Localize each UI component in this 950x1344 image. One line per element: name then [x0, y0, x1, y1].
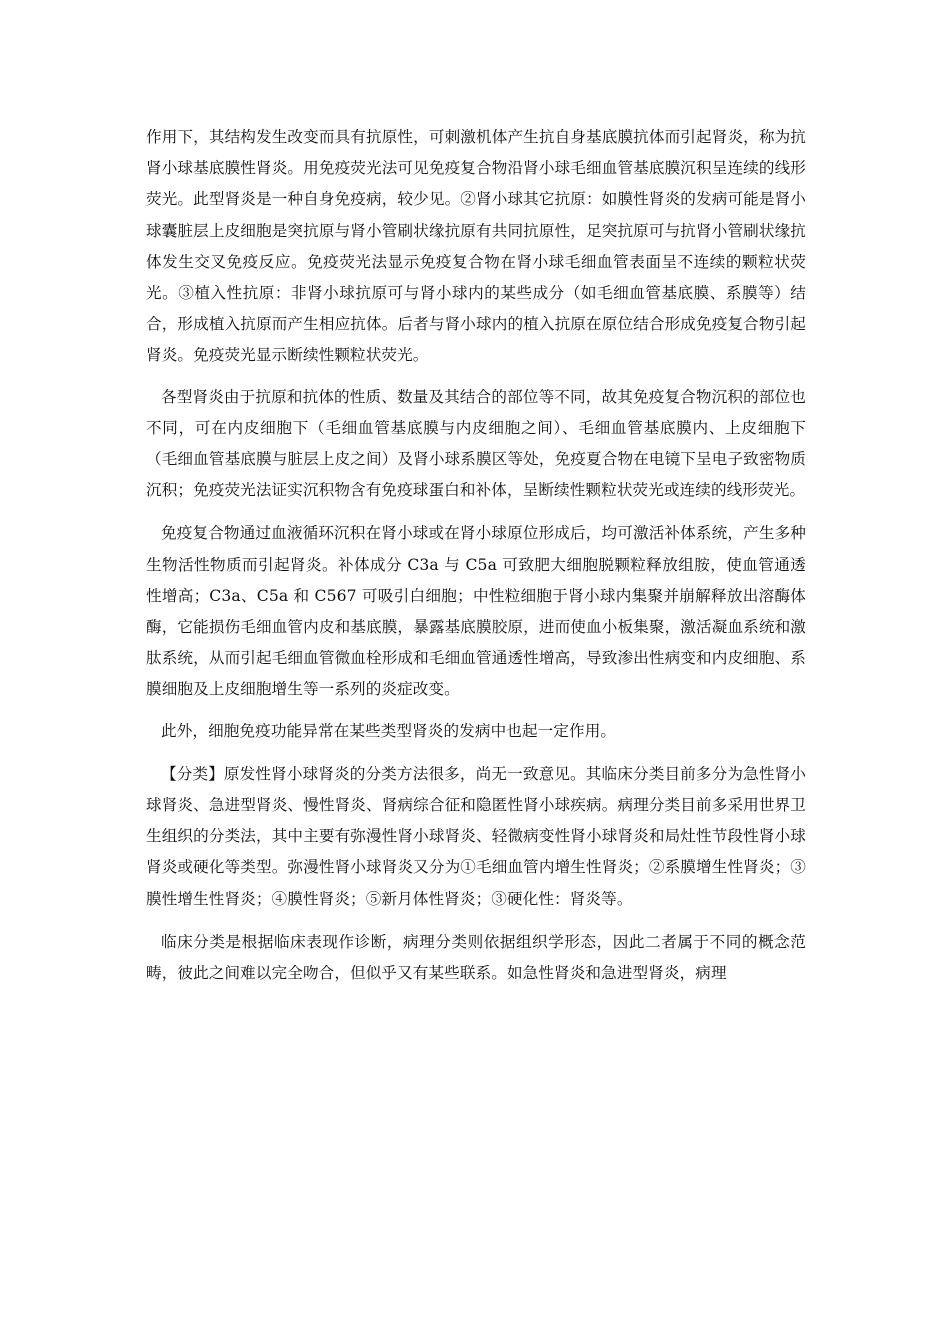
paragraph-immune-complex-deposition: 各型肾炎由于抗原和抗体的性质、数量及其结合的部位等不同，故其免疫复合物沉积的部位也不同，可在内皮细胞下（毛细血管基底膜与内皮细胞之间）、毛细血管基底膜内、上皮细胞下（毛细血管基底膜与脏层上皮之间）及肾小球系膜区等处，免疫夏合物在电镜下呈电子致密物质沉积；免疫荧光法证实沉积物含有免疫球蛋白和补体，呈断续性颗粒状荧光或连续的线形荧光。: [146, 387, 806, 500]
document-body: [146, 122, 806, 989]
paragraph-complement-activation: 免疫复合物通过血液循环沉积在肾小球或在肾小球原位形成后，均可激活补体系统，产生多种生物活性物质而引起肾炎。补体成分 C3a 与 C5a 可致肥大细胞脱颗粒释放组胺，使血管通透性增高；C3a、C5a 和 C567 可吸引白细胞；中性粒细胞于肾小球内集聚并崩解释放出溶酶体酶，它能损伤毛细血管内皮和基底膜，暴露基底膜胶原，进而使血小板集聚，激活凝血系统和激肽系统，从而引起毛细血管微血栓形成和毛细血管通透性增高，导致渗出性病变和内皮细胞、系膜细胞及上皮细胞增生等一系列的炎症改变。: [146, 524, 806, 699]
paragraph-cellular-immunity: 此外，细胞免疫功能异常在某些类型肾炎的发病中也起一定作用。: [161, 721, 617, 740]
paragraph-classification: 【分类】原发性肾小球肾炎的分类方法很多，尚无一致意见。其临床分类目前多分为急性肾小球肾炎、急进型肾炎、慢性肾炎、肾病综合征和隐匿性肾小球疾病。病理分类目前多采用世界卫生组织的分类法，其中主要有弥漫性肾小球肾炎、轻微病变性肾小球肾炎和局灶性节段性肾小球肾炎或硬化等类型。弥漫性肾小球肾炎又分为①毛细血管内增生性肾炎；②系膜增生性肾炎；③膜性增生性肾炎；④膜性肾炎；⑤新月体性肾炎；③硬化性：肾炎等。: [146, 764, 806, 908]
paragraph-antigen-types: 作用下，其结构发生改变而具有抗原性，可刺激机体产生抗自身基底膜抗体而引起肾炎，称为抗肾小球基底膜性肾炎。用免疫荧光法可见免疫复合物沿肾小球毛细血管基底膜沉积呈连续的线形荧光。此型肾炎是一种自身免疫病，较少见。②肾小球其它抗原：如膜性肾炎的发病可能是肾小球囊脏层上皮细胞是突抗原与肾小管刷状缘抗原有共同抗原性，足突抗原可与抗肾小管刷状缘抗体发生交叉免疫反应。免疫荧光法显示免疫复合物在肾小球毛细血管表面呈不连续的颗粒状荧光。③植入性抗原：非肾小球抗原可与肾小球内的某些成分（如毛细血管基底膜、系膜等）结合，形成植入抗原而产生相应抗体。后者与肾小球内的植入抗原在原位结合形成免疫复合物引起肾炎。免疫荧光显示断续性颗粒状荧光。: [146, 128, 806, 365]
paragraph-clinical-vs-pathological: 临床分类是根据临床表现作诊断，病理分类则依据组织学形态，因此二者属于不同的概念范畴，彼此之间难以完全吻合，但似乎又有某些联系。如急性肾炎和急进型肾炎，病理: [146, 932, 806, 983]
